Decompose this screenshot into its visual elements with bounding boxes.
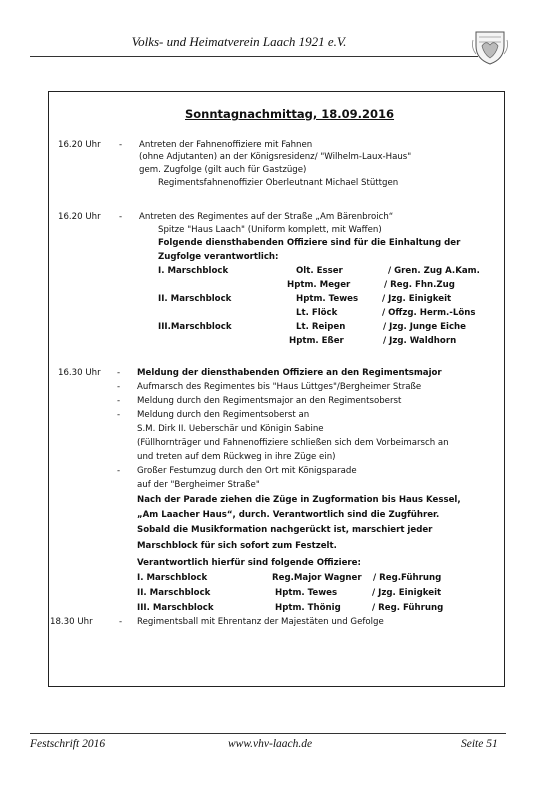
program-line: Hptm. Tewes [275, 588, 338, 598]
footer-rule [30, 733, 506, 734]
program-line: Nach der Parade ziehen die Züge in Zugformation bis Haus Kessel, [137, 495, 461, 505]
program-line: / Jzg. Waldhorn [383, 336, 457, 346]
program-line: Hptm. Eßer [289, 336, 344, 346]
program-line: / Gren. Zug A.Kam. [388, 266, 480, 276]
program-line: - [117, 396, 121, 406]
program-line: „Am Laacher Haus“, durch. Verantwortlich sind die Zugführer. [137, 510, 440, 520]
program-line: (ohne Adjutanten) an der Königsresidenz/ "Wilhelm-Laux-Haus" [139, 152, 412, 162]
program-line: Olt. Esser [296, 266, 343, 276]
program-line: 16.20 Uhr [58, 212, 101, 222]
program-line: (Füllhornträger und Fahnenoffiziere schließen sich dem Vorbeimarsch an [137, 438, 449, 448]
program-line: 16.30 Uhr [58, 368, 101, 378]
program-title: Sonntagnachmittag, 18.09.2016 [185, 107, 395, 121]
program-line: / Reg.Führung [373, 573, 442, 583]
footer-website: www.vhv-laach.de [228, 738, 313, 750]
program-line: S.M. Dirk II. Ueberschär und Königin Sabine [137, 424, 324, 434]
program-line: Antreten der Fahnenoffiziere mit Fahnen [139, 140, 313, 150]
program-line: Reg.Major Wagner [272, 573, 362, 583]
program-line: - [117, 410, 121, 420]
program-line: Antreten des Regimentes auf der Straße „Am Bärenbroich“ [139, 212, 394, 222]
program-line: - [119, 140, 123, 150]
footer-page-number: Seite 51 [461, 738, 498, 750]
footer-publication: Festschrift 2016 [30, 738, 106, 750]
program-line: - [119, 212, 123, 222]
program-line: Verantwortlich hierfür sind folgende Offiziere: [137, 558, 361, 568]
program-line: III. Marschblock [137, 603, 214, 613]
program-line: Hptm. Tewes [296, 294, 359, 304]
program-line: Hptm. Meger [287, 280, 351, 290]
program-line: Großer Festumzug durch den Ort mit Königsparade [137, 466, 357, 476]
program-line: / Reg. Fhn.Zug [384, 280, 455, 290]
program-line: / Offzg. Herm.-Löns [382, 308, 476, 318]
program-line: Regimentsball mit Ehrentanz der Majestäten und Gefolge [137, 617, 384, 627]
program-line: und treten auf dem Rückweg in ihre Züge ein) [137, 452, 336, 462]
program-line: I. Marschblock [137, 573, 208, 583]
program-line: Folgende diensthabenden Offiziere sind für die Einhaltung der [158, 238, 461, 248]
program-line: Aufmarsch des Regimentes bis "Haus Lüttges"/Bergheimer Straße [137, 382, 422, 392]
program-line: gem. Zugfolge (gilt auch für Gastzüge) [139, 165, 307, 175]
program-line: III.Marschblock [158, 322, 232, 332]
program-line: - [119, 617, 123, 627]
program-line: II. Marschblock [137, 588, 211, 598]
program-line: - [117, 368, 121, 378]
coat-of-arms-icon [470, 28, 510, 66]
header-title: Volks- und Heimatverein Laach 1921 e.V. [131, 34, 347, 49]
program-line: / Reg. Führung [372, 603, 444, 613]
program-line: Regimentsfahnenoffizier Oberleutnant Michael Stüttgen [158, 178, 399, 188]
program-line: - [117, 382, 121, 392]
header-rule [30, 56, 478, 57]
program-line: / Jzg. Junge Eiche [383, 322, 467, 332]
program-line: Sobald die Musikformation nachgerückt ist, marschiert jeder [137, 525, 433, 535]
program-line: auf der "Bergheimer Straße" [137, 480, 260, 490]
program-line: II. Marschblock [158, 294, 232, 304]
program-line: Lt. Reipen [296, 322, 346, 332]
program-line: Lt. Flöck [296, 308, 338, 318]
program-line: I. Marschblock [158, 266, 229, 276]
program-line: Zugfolge verantwortlich: [158, 252, 279, 262]
program-line: Meldung der diensthabenden Offiziere an den Regimentsmajor [137, 368, 442, 378]
program-line: - [117, 466, 121, 476]
program-line: Hptm. Thönig [275, 603, 341, 613]
program-line: 16.20 Uhr [58, 140, 101, 150]
program-line: / Jzg. Einigkeit [372, 588, 442, 598]
program-line: 18.30 Uhr [50, 617, 93, 627]
program-line: Meldung durch den Regimentsoberst an [137, 410, 310, 420]
program-line: Spitze "Haus Laach" (Uniform komplett, mit Waffen) [158, 225, 382, 235]
program-line: Meldung durch den Regimentsmajor an den Regimentsoberst [137, 396, 402, 406]
program-line: Marschblock für sich sofort zum Festzelt. [137, 541, 337, 551]
program-line: / Jzg. Einigkeit [382, 294, 452, 304]
